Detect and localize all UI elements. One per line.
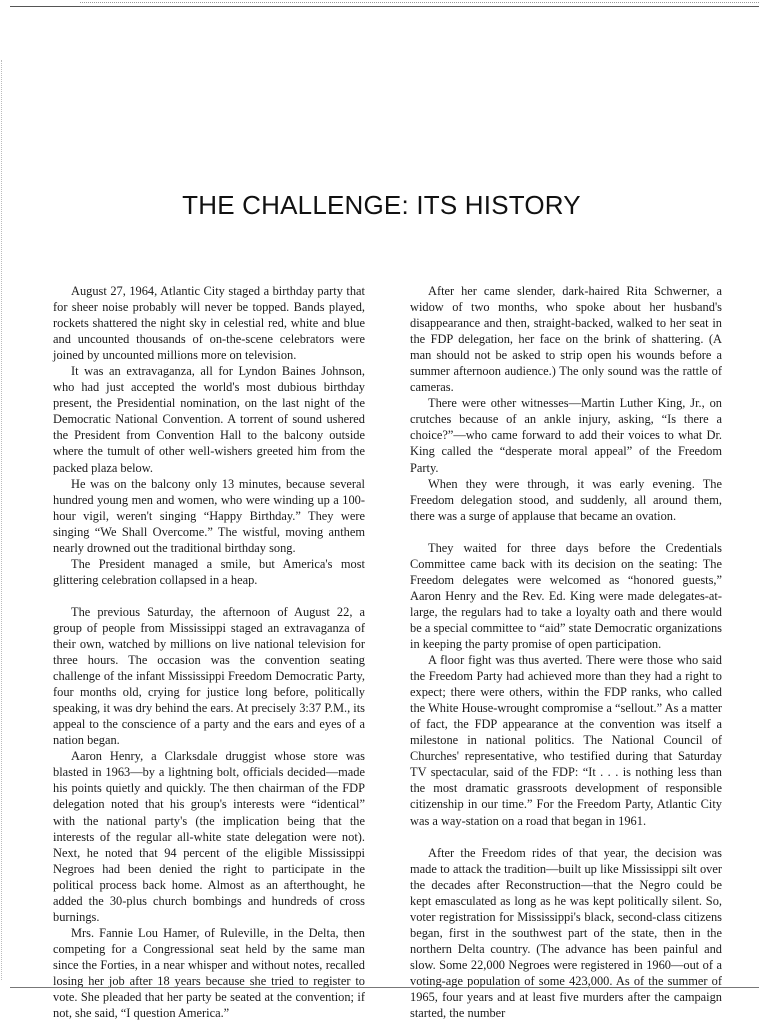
paragraph: There were other witnesses—Martin Luther King, Jr., on crutches because of an ankle injury, asking, “Is there a choice?”—who came forward to add their voices to what Dr. King called the “desperate moral appeal” of the Freedom Party.: [410, 396, 722, 475]
paragraph: When they were through, it was early evening. The Freedom delegation stood, and suddenly, all around them, there was a surge of applause that became an ovation.: [410, 476, 722, 523]
paragraph: The President managed a smile, but America's most glittering celebration collapsed in a heap.: [53, 556, 365, 587]
paragraph: He was on the balcony only 13 minutes, because several hundred young men and women, who were winding up a 100-hour vigil, weren't singing “Happy Birthday.” They were singing “We Shall Overcome.” The wistful, moving anthem nearly drowned out the traditional birthday song.: [53, 476, 365, 555]
paragraph: They waited for three days before the Credentials Committee came back with its decision on the seating: The Freedom delegates were welcomed as “honored guests,” Aaron Henry and the Rev. Ed. King were made delegates-at-large, the regulars had to take a loyalty oath and there would be a special committee to “aid” state Democratic organizations in keeping the party promise of open participation.: [410, 540, 722, 651]
paragraph: August 27, 1964, Atlantic City staged a birthday party that for sheer noise probably will never be topped. Bands played, rockets shattered the night sky in celestial red, white and blue and uncounted thousands of on-the-scene celebrators were joined by uncounted millions more on television.: [53, 284, 365, 363]
paragraph: It was an extravaganza, all for Lyndon Baines Johnson, who had just accepted the world's most dubious birthday present, the Presidential nomination, on the last night of the Democratic National Convention. A torrent of sound ushered the President from Convention Hall to the balcony outside where the tumult of other well-wishers greeted him from the packed plaza below.: [53, 364, 365, 475]
page-title: THE CHALLENGE: ITS HISTORY: [182, 190, 581, 220]
paragraph: The previous Saturday, the afternoon of August 22, a group of people from Mississippi staged an extravaganza of their own, watched by millions on live national television for three hours. The occasion was the convention seating challenge of the infant Mississippi Freedom Democratic Party, four months old, crying for justice long before, politically speaking, it was dry behind the ears. At precisely 3:37 P.M., its appeal to the conscience of a party and the ears and eyes of a nation began.: [53, 604, 365, 748]
left-column: [53, 283, 365, 1021]
bottom-page-edge: [10, 987, 759, 988]
top-border-dotted: [80, 2, 759, 3]
right-column: [410, 283, 722, 1021]
paragraph: A floor fight was thus averted. There were those who said the Freedom Party had achieved more than they had a right to expect; there were others, within the FDP ranks, who called the White House-wrought compromise a “sellout.” As a matter of fact, the FDP appearance at the convention was itself a milestone in national politics. The National Council of Churches' representative, who testified during that Saturday TV spectacular, said of the FDP: “It . . . is nothing less than the most dramatic grassroots development of responsible citizenship in our time.” For the Freedom Party, Atlantic City was a way-station on a road that began in 1961.: [410, 653, 722, 828]
top-border-rule: [10, 6, 759, 7]
paragraph: After her came slender, dark-haired Rita Schwerner, a widow of two months, who spoke about her husband's disappearance and then, straight-backed, walked to her seat in the FDP delegation, her face on the brink of shattering. (A man should not be asked to strip open his wounds before a summer afternoon audience.) The only sound was the rattle of cameras.: [410, 284, 722, 395]
paragraph: After the Freedom rides of that year, the decision was made to attack the tradition—built up like Mississippi silt over the decades after Reconstruction—that the Negro could be kept emasculated as long as he was kept politically silent. So, voter registration for Mississippi's black, second-class citizens began, first in the southwest part of the state, then in the northern Delta country. (The advance has been painful and slow. Some 22,000 Negroes were registered in 1960—out of a voting-age population of some 423,000. As of the summer of 1965, four years and at least five murders after the campaign started, the number: [410, 845, 722, 1021]
paragraph: Mrs. Fannie Lou Hamer, of Ruleville, in the Delta, then competing for a Congressional seat held by the same man since the Forties, in a near whisper and without notes, recalled losing her job after 18 years because she tried to register to vote. She pleaded that her party be seated at the convention; if not, she said, “I question America.”: [53, 925, 365, 1021]
paragraph: Aaron Henry, a Clarksdale druggist whose store was blasted in 1963—by a lightning bolt, officials decided—made his points quietly and quickly. The then chairman of the FDP delegation noted that his group's interests were “identical” with the national party's (the implication being that the interests of the regular all-white state delegation were not). Next, he noted that 94 percent of the eligible Mississippi Negroes had been denied the right to participate in the political process back home. Almost as an afterthought, he added the 30-plus church bombings and hundreds of cross burnings.: [53, 749, 365, 924]
